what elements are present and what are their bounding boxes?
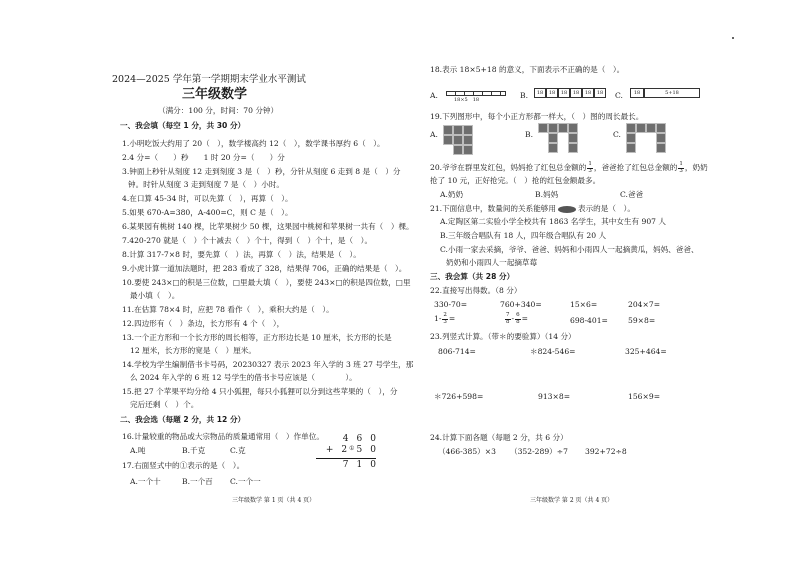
square [548,123,558,133]
q17-option-b: B.一个百 [182,477,213,486]
bar-segment: 18 [546,88,558,98]
overlap-oval-icon [558,206,576,213]
written-calc-item: ＊726+598= [434,392,484,401]
square [626,143,636,153]
question-3-line-2: 钟。时针从刻度 3 走到刻度 7 是（ ）小时。 [128,180,285,189]
q19-a-shape [443,125,491,157]
q18-option-c: C. [615,91,623,100]
q16-option-b: B.千克 [182,446,206,455]
question-3-line-1: 3.钟面上秒针从刻度 12 走到刻度 3 是（ ）秒，分针从刻度 6 走到 8 是（ ）分 [122,167,401,176]
q21-option-b: B.三年级合唱队有 18 人，四年级合唱队有 20 人 [440,231,607,240]
bar-segment: 18 [630,88,644,98]
question-13-line-1: 13.一个正方形和一个长方形的周长相等，正方形边长是 10 厘米，长方形的长是 [122,333,392,342]
question-11: 11.在估算 78×4 时，应把 78 看作（ ），乘积大约是（ ）。 [122,305,334,314]
square [568,123,578,133]
page-1-footer: 三年级数学 第 1 页（共 4 页） [232,497,316,504]
question-5: 5.如果 670-A=380，A-400=C，则 C 是（ ）。 [122,208,293,217]
digit: 7 [342,459,349,470]
written-calc-item: 156×9= [628,392,661,401]
bar-segment: 18 [558,88,570,98]
question-23: 23.列竖式计算。（带＊的要验算）（14 分） [430,332,576,341]
square [568,143,578,153]
digit: 1 [356,459,363,470]
q16-option-a: A.吨 [130,446,146,455]
oral-calc-fraction-a [434,313,455,325]
question-20-line-1 [430,162,708,174]
square [558,123,568,133]
numerator: 7 [506,312,510,318]
digit: 0 [370,445,376,456]
section-1-heading: 一、我会填（每空 1 分，共 30 分） [120,121,246,130]
written-calc-item: 806-714= [438,347,476,356]
digit: 4 [342,434,349,444]
q20-text: ，爸爸抢了红包总金额的 [593,163,678,172]
vcalc-row-1 [316,434,376,445]
q21-option-c-line-2: 奶奶和小雨四人一起摘草莓 [446,258,538,267]
calc-text: = [448,314,456,323]
q17-option-c: C.一个一 [230,477,261,486]
subject-title: 三年级数学 [182,87,248,102]
q21-text: 21.下面信息中，数量间的关系能够用 [430,204,556,213]
q21-option-a: A.定陶区第二实验小学全校共有 1863 名学生，其中女生有 907 人 [440,217,667,226]
digit: 0 [370,459,376,470]
exam-meta: （满分：100 分，时间：70 分钟） [158,106,279,115]
digit: 5 [356,445,363,456]
fraction [587,162,593,174]
mixed-calc-item: （352-289）÷7 [510,447,568,456]
page-2-footer: 三年级数学 第 2 页（共 4 页） [530,497,614,504]
q20-option-a: A.奶奶 [440,190,464,199]
square [548,143,558,153]
written-calc-item: ＊824-546= [530,347,576,356]
square [443,125,453,135]
bar-segment: 18 [570,88,582,98]
q18-a-label: 18×5 18 [454,97,480,103]
question-18: 18.表示 18×5+18 的意义，下面表示不正确的是（ ）。 [430,65,625,74]
mixed-calc-item: 392+72÷8 [585,447,627,456]
vertical-addition [316,434,376,471]
q19-option-b: B. [525,130,533,139]
question-6: 6.某果园有桃树 140 棵，比苹果树少 50 棵，这果园中桃树和苹果树一共有（ ）棵。 [122,222,414,231]
numerator: 1 [679,161,683,167]
exam-title: 2024—2025 学年第一学期期末学业水平测试 [112,74,306,85]
question-20-line-2: 抢了 10 元，正好抢完。（ ）抢的红包金额最多。 [430,176,601,185]
fraction [442,313,448,325]
square [463,135,473,145]
question-13-line-2: 12 厘米，长方形的宽是（ ）厘米。 [130,346,256,355]
bar-segment: 18 [582,88,594,98]
corner-dot [732,37,734,39]
calc-text: - [511,314,515,323]
square [626,123,636,133]
section-2-heading: 二、我会选（每题 2 分，共 12 分） [120,415,246,424]
denominator: 8 [516,318,520,325]
q18-option-b: B. [520,91,528,100]
question-14-line-1: 14.学校为学生编制借书卡号码，20230327 表示 2023 年入学的 3 班 27 号学生，那 [122,360,414,369]
q19-b-shape [538,123,588,155]
question-2: 2.4 分=（ ）秒 1 时 20 分=（ ）分 [122,153,285,162]
square [463,125,473,135]
square [463,145,473,155]
q18-a-figure [446,86,506,102]
bar-segment: 18 [594,88,606,98]
written-calc-item: 913×8= [538,392,571,401]
question-1: 1.小明吃饭大约用了 20（ ），数学楼高约 12（ ），数学课书厚约 6（ ）。 [122,139,385,148]
bar-segment: 18 [534,88,546,98]
question-8: 8.计算 317-7×8 时，要先算（ ）法，再算（ ）法，结果是（ ）。 [122,250,361,259]
question-24: 24.计算下面各题（每题 2 分，共 6 分） [430,433,568,442]
q21-text: 表示的是（ ）。 [577,204,635,213]
denominator: 8 [506,318,510,325]
q20-text: ，奶奶 [684,163,708,172]
square [626,133,636,143]
square [656,143,666,153]
square [453,145,463,155]
calc-text: = [521,314,528,323]
denominator: 3 [443,318,447,325]
fraction [515,313,521,325]
square [453,135,463,145]
vcalc-row-2 [316,445,376,456]
bar-segment: 5+18 [644,88,700,98]
oral-calc-item: 204×7= [628,300,661,309]
q17-option-a: A.一个十 [130,477,161,486]
q16-option-c: C.克 [230,446,246,455]
question-15-line-2: 完后还剩（ ）个。 [130,400,199,409]
square [656,133,666,143]
question-16: 16.计量较重的物品或大宗物品的质量通常用（ ）作单位。 [122,432,324,441]
section-3-heading: 三、我会算（共 28 分） [430,272,515,281]
square [453,125,463,135]
digit: 0 [370,434,376,444]
q20-option-c: C.爸爸 [620,190,644,199]
oral-calc-item: 330-70= [434,300,468,309]
question-10-line-1: 10.要使 243×□的积是三位数，□里最大填（ ），要使 243×□的积是四位数，□里 [122,278,411,287]
calc-text: 1- [434,314,442,323]
denominator: 3 [679,167,683,174]
square [538,123,548,133]
q18-b-figure [534,88,606,98]
q19-option-a: A. [430,130,438,139]
square [443,135,453,145]
q19-c-shape [626,123,676,155]
circled-one-mark: ① [349,445,355,453]
bar-segment [446,91,506,96]
oral-calc-fraction-b [504,313,528,325]
square [568,133,578,143]
square [646,123,656,133]
question-4: 4.在口算 45-34 时，可以先算（ ），再算（ ）。 [122,194,293,203]
written-calc-item: 325+464= [625,347,667,356]
plus-sign: + [325,445,334,456]
q20-text: 20.爷爷在群里发红包，妈妈抢了红包总金额的 [430,163,587,172]
digit: 6 [356,434,363,444]
q19-option-c: C. [613,130,621,139]
q18-c-figure [630,88,700,98]
question-21 [430,204,635,213]
numerator: 1 [588,161,592,167]
question-9: 9.小虎计算一道加法题时，把 283 看成了 328，结果得 706，正确的结果是（ ）。 [122,264,407,273]
fraction [678,162,684,174]
q20-option-b: B.妈妈 [535,190,559,199]
square [636,123,646,133]
oral-calc-item: 760+340= [500,300,542,309]
question-19: 19.下列图形中，每个小正方形都一样大，（ ）图的周长最长。 [430,112,644,121]
question-12: 12.四边形有（ ）条边，长方形有 4 个（ ）， [122,319,285,328]
oral-calc-item: 698-401= [570,316,608,325]
question-10-line-2: 最小填（ ）。 [130,291,180,300]
fraction [505,313,511,325]
oral-calc-item: 59×8= [628,316,656,325]
question-15-line-1: 15.把 27 个苹果平均分给 4 只小狐狸，每只小狐狸可以分到这些苹果的（ ），分 [122,387,398,396]
vcalc-row-3 [316,460,376,471]
numerator: 6 [516,312,520,318]
q18-option-a: A. [430,91,438,100]
exam-page-2 [410,0,794,561]
oral-calc-item: 15×6= [570,300,598,309]
q21-option-c-line-1: C.小雨一家去采摘，爷爷、爸爸、妈妈和小雨四人一起摘黄瓜，妈妈、爸爸、 [440,245,699,254]
question-17: 17.右面竖式中的①表示的是（ ）。 [122,461,245,470]
vcalc-bar [316,458,376,459]
digit: 2 [341,445,348,456]
question-14-line-2: 么 2024 年入学的 6 班 12 号学生的借书卡号应该是（ ）。 [130,373,357,382]
question-22: 22.直接写出得数。（8 分） [430,286,522,295]
square [656,123,666,133]
square [548,133,558,143]
numerator: 2 [443,312,447,318]
mixed-calc-item: （466-385）×3 [438,447,496,456]
question-7: 7.420-270 就是（ ）个十减去（ ）个十，得到（ ）个十，是（ ）。 [122,236,373,245]
denominator: 3 [588,167,592,174]
